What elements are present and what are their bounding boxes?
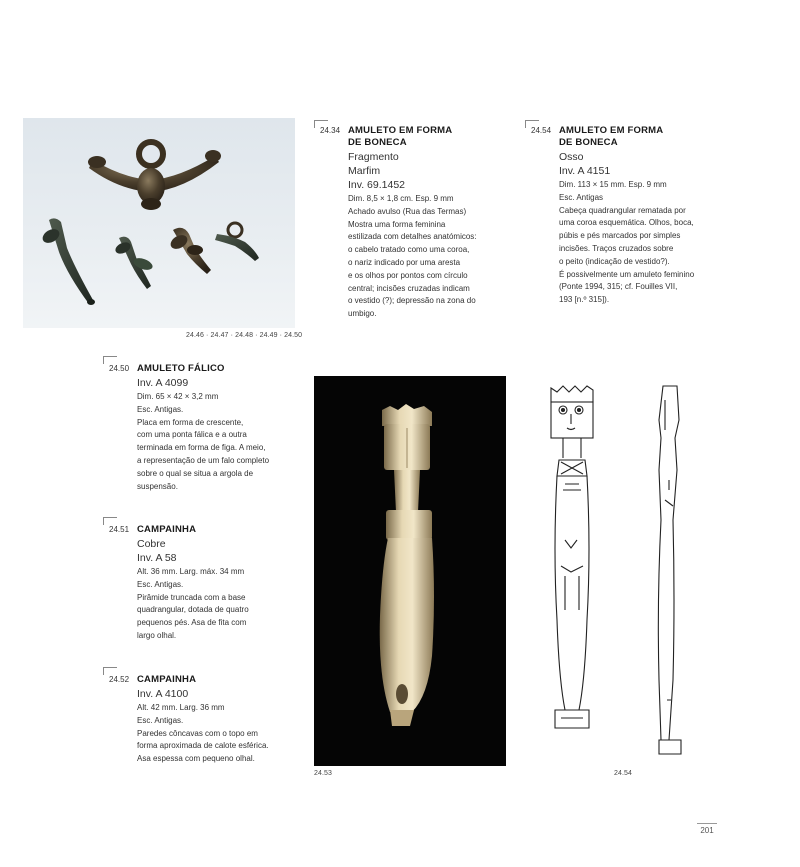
entry-title-line-2: DE BONECA — [559, 137, 618, 148]
entry-desc-line: forma aproximada de calote esférica. — [137, 741, 269, 751]
photo-caption-top: 24.46 · 24.47 · 24.48 · 24.49 · 24.50 — [186, 332, 303, 339]
entry-number: 24.50 — [109, 364, 130, 373]
entry-number: 24.52 — [109, 675, 130, 684]
entry-material: Osso — [559, 151, 584, 163]
entry-title-line-1: CAMPAINHA — [137, 674, 197, 685]
entry-desc-line: com uma ponta fálica e a outra — [137, 430, 247, 440]
long-amulet — [40, 218, 95, 305]
entry-title-line-2: DE BONECA — [348, 137, 407, 148]
entry-inventory: Inv. A 58 — [137, 552, 177, 564]
entry-inventory: Inv. 69.1452 — [348, 179, 406, 191]
entry-corner-mark — [103, 356, 117, 364]
entry-desc-line: sobre o qual se situa a argola de — [137, 468, 254, 478]
entry-desc-line: e os olhos por pontos com círculo — [348, 270, 468, 280]
entry-material: Cobre — [137, 538, 166, 550]
entry-material: Marfim — [348, 165, 381, 177]
entry-desc-line: a representação de um falo completo — [137, 455, 270, 465]
entry-desc-line: estilizada com detalhes anatómicos: — [348, 232, 477, 242]
entry-desc-line: Placa em forma de crescente, — [137, 417, 244, 427]
doll-photo — [314, 376, 506, 766]
entry-desc-line: largo olhal. — [137, 630, 177, 640]
doll-photo-caption: 24.53 — [314, 770, 333, 777]
entry-desc-line: Achado avulso (Rua das Termas) — [348, 206, 467, 216]
ring-amulet — [215, 223, 259, 261]
drawing-caption: 24.54 — [614, 770, 633, 777]
doll-drawing — [535, 380, 705, 765]
entry-desc-line: pequenos pés. Asa de fita com — [137, 618, 247, 628]
entry-condition: Fragmento — [348, 151, 399, 163]
entry-desc-line: Esc. Antigas. — [137, 715, 184, 725]
doll-front-view — [551, 386, 593, 728]
entry-desc-line: Cabeça quadrangular rematada por — [559, 205, 686, 215]
short-amulet-2 — [168, 228, 211, 274]
entry-desc-line: suspensão. — [137, 481, 178, 491]
entry-number: 24.34 — [320, 126, 341, 135]
short-amulet-1 — [114, 237, 154, 289]
entry-desc-line: (Ponte 1994, 315; cf. Fouilles VII, — [559, 282, 678, 292]
entry-desc-line: Esc. Antigas. — [137, 579, 184, 589]
page-number: 201 — [697, 823, 717, 835]
entry-corner-mark — [103, 667, 117, 675]
entry-desc-line: o nariz indicado por uma aresta — [348, 257, 461, 267]
entry-dimensions: Dim. 113 × 15 mm. Esp. 9 mm — [559, 180, 667, 189]
entry-desc-line: terminada em forma de figa. A meio, — [137, 443, 266, 453]
entry-desc-line: umbigo. — [348, 309, 377, 319]
entry-dimensions: Alt. 42 mm. Larg. 36 mm — [137, 703, 225, 712]
entry-title-line-1: AMULETO FÁLICO — [137, 363, 225, 374]
doll-drawing-svg — [535, 380, 705, 765]
entry-title-line-1: AMULETO EM FORMA — [559, 125, 664, 136]
entry-dimensions: Dim. 65 × 42 × 3,2 mm — [137, 392, 219, 401]
entry-title-line-1: AMULETO EM FORMA — [348, 125, 453, 136]
entry-inventory: Inv. A 4151 — [559, 165, 611, 177]
entry-desc-line: Paredes côncavas com o topo em — [137, 728, 258, 738]
crescent-amulet — [88, 142, 221, 210]
entry-desc-line: Esc. Antigas. — [137, 404, 184, 414]
entry-desc-line: É possivelmente um amuleto feminino — [559, 269, 695, 279]
entry-number: 24.51 — [109, 525, 130, 534]
entry-inventory: Inv. A 4100 — [137, 688, 189, 700]
ivory-doll-illustration — [314, 376, 506, 766]
amulets-illustration — [23, 118, 295, 328]
entry-title-line-1: CAMPAINHA — [137, 524, 197, 535]
entry-dimensions: Alt. 36 mm. Larg. máx. 34 mm — [137, 567, 245, 576]
entry-desc-line: púbis e pés marcados por simples — [559, 231, 681, 241]
entry-number: 24.54 — [531, 126, 552, 135]
entry-desc-line: Pirâmide truncada com a base — [137, 592, 246, 602]
entry-desc-line: central; incisões cruzadas indicam — [348, 283, 470, 293]
entry-dimensions: Dim. 8,5 × 1,8 cm. Esp. 9 mm — [348, 194, 454, 203]
entry-desc-line: 193 [n.º 315]). — [559, 295, 610, 305]
entry-desc-line: o cabelo tratado como uma coroa, — [348, 245, 470, 255]
entry-desc-line: quadrangular, dotada de quatro — [137, 605, 249, 615]
entry-desc-line: uma coroa esquemática. Olhos, boca, — [559, 218, 694, 228]
entry-desc-line: o vestido (?); depressão na zona do — [348, 296, 476, 306]
entry-inventory: Inv. A 4099 — [137, 377, 189, 389]
entry-desc-line: Esc. Antigas — [559, 192, 604, 202]
doll-side-view — [658, 386, 681, 754]
entry-corner-mark — [103, 517, 117, 525]
entry-desc-line: o peito (indicação de vestido?). — [559, 256, 670, 266]
entry-desc-line: incisões. Traços cruzados sobre — [559, 243, 674, 253]
entry-desc-line: Asa espessa com pequeno olhal. — [137, 754, 255, 764]
amulets-photo — [23, 118, 295, 328]
entry-desc-line: Mostra uma forma feminina — [348, 219, 446, 229]
